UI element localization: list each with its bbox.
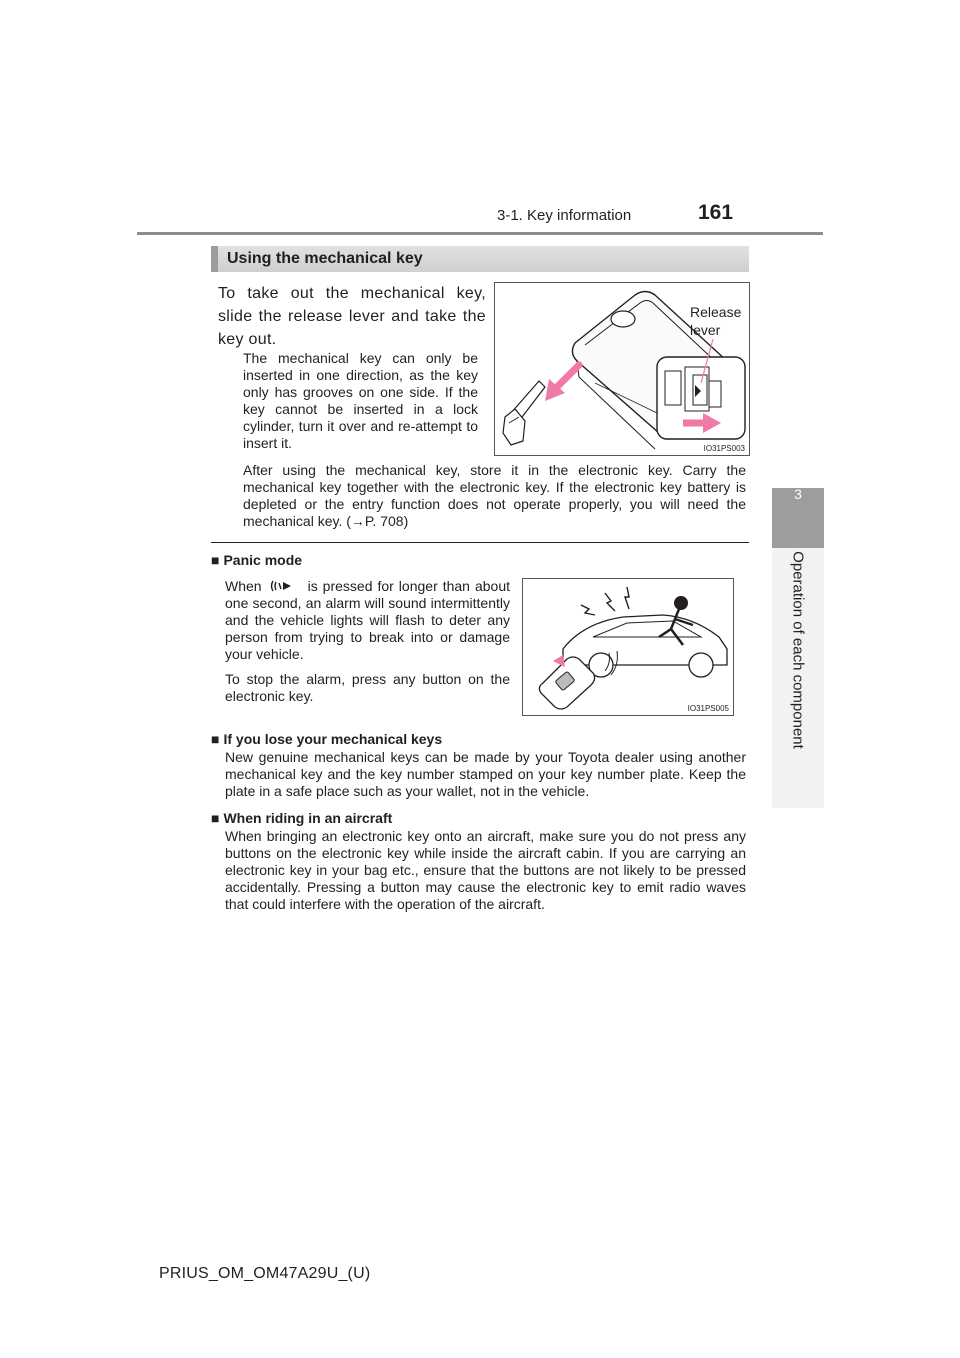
panic-button-icon xyxy=(268,579,302,593)
figure-code: IO31PS005 xyxy=(687,704,729,713)
release-lever-label: Release lever xyxy=(690,304,742,338)
section-heading: Using the mechanical key xyxy=(211,246,749,272)
header-section-title: 3-1. Key information xyxy=(497,207,632,224)
mechanical-key-figure xyxy=(494,282,750,456)
header-rule xyxy=(137,232,823,235)
aircraft-heading: ■ When riding in an aircraft xyxy=(211,810,393,826)
chapter-label: Operation of each component xyxy=(789,551,807,749)
lost-keys-heading: ■ If you lose your mechanical keys xyxy=(211,731,443,747)
chapter-number: 3 xyxy=(794,486,802,502)
note-key-insertion: The mechanical key can only be inserted in one direction, as the key only has grooves on one side. If the key cannot be inserted in a lock cylinder, turn it over and re-attempt to insert it. xyxy=(243,350,478,451)
lead-instruction: To take out the mechanical key, slide the release lever and take the key out. xyxy=(218,285,486,348)
car-alarm-illustration xyxy=(523,579,733,715)
panic-mode-heading: ■ Panic mode xyxy=(211,552,303,568)
footer-manual-code: PRIUS_OM_OM47A29U_(U) xyxy=(159,1265,371,1282)
panic-stop-text: To stop the alarm, press any button on the electronic key. xyxy=(225,671,510,704)
aircraft-text: When bringing an electronic key onto an aircraft, make sure you do not press any buttons on the electronic key while inside the aircraft cabin. If you are carrying an electronic key in your bag etc., ensure that the buttons are not likely to be pressed accidentally. Pressing a button may cause the electronic key to emit radio waves that could interfere with the operation of the aircraft. xyxy=(225,828,746,912)
note-carry-key: After using the mechanical key, store it in the electronic key. Carry the mechanical key together with the electronic key. If the electronic key battery is depleted or the entry function does not operate properly, you will need the mechanical key. (→P. 708) xyxy=(243,462,746,529)
lost-keys-text: New genuine mechanical keys can be made by your Toyota dealer using another mechanical key and the key number stamped on your key number plate. Keep the plate in a safe place such as your wallet, not in the vehicle. xyxy=(225,749,746,799)
page-number: 161 xyxy=(698,201,734,224)
panic-mode-figure xyxy=(522,578,734,716)
panic-mode-text: When is pressed for longer than about one second, an alarm will sound intermittently and the vehicle lights will flash to deter any person from trying to break into or damage your vehicle. xyxy=(225,578,510,662)
section-divider xyxy=(211,542,749,543)
figure-code: IO31PS003 xyxy=(703,444,745,453)
